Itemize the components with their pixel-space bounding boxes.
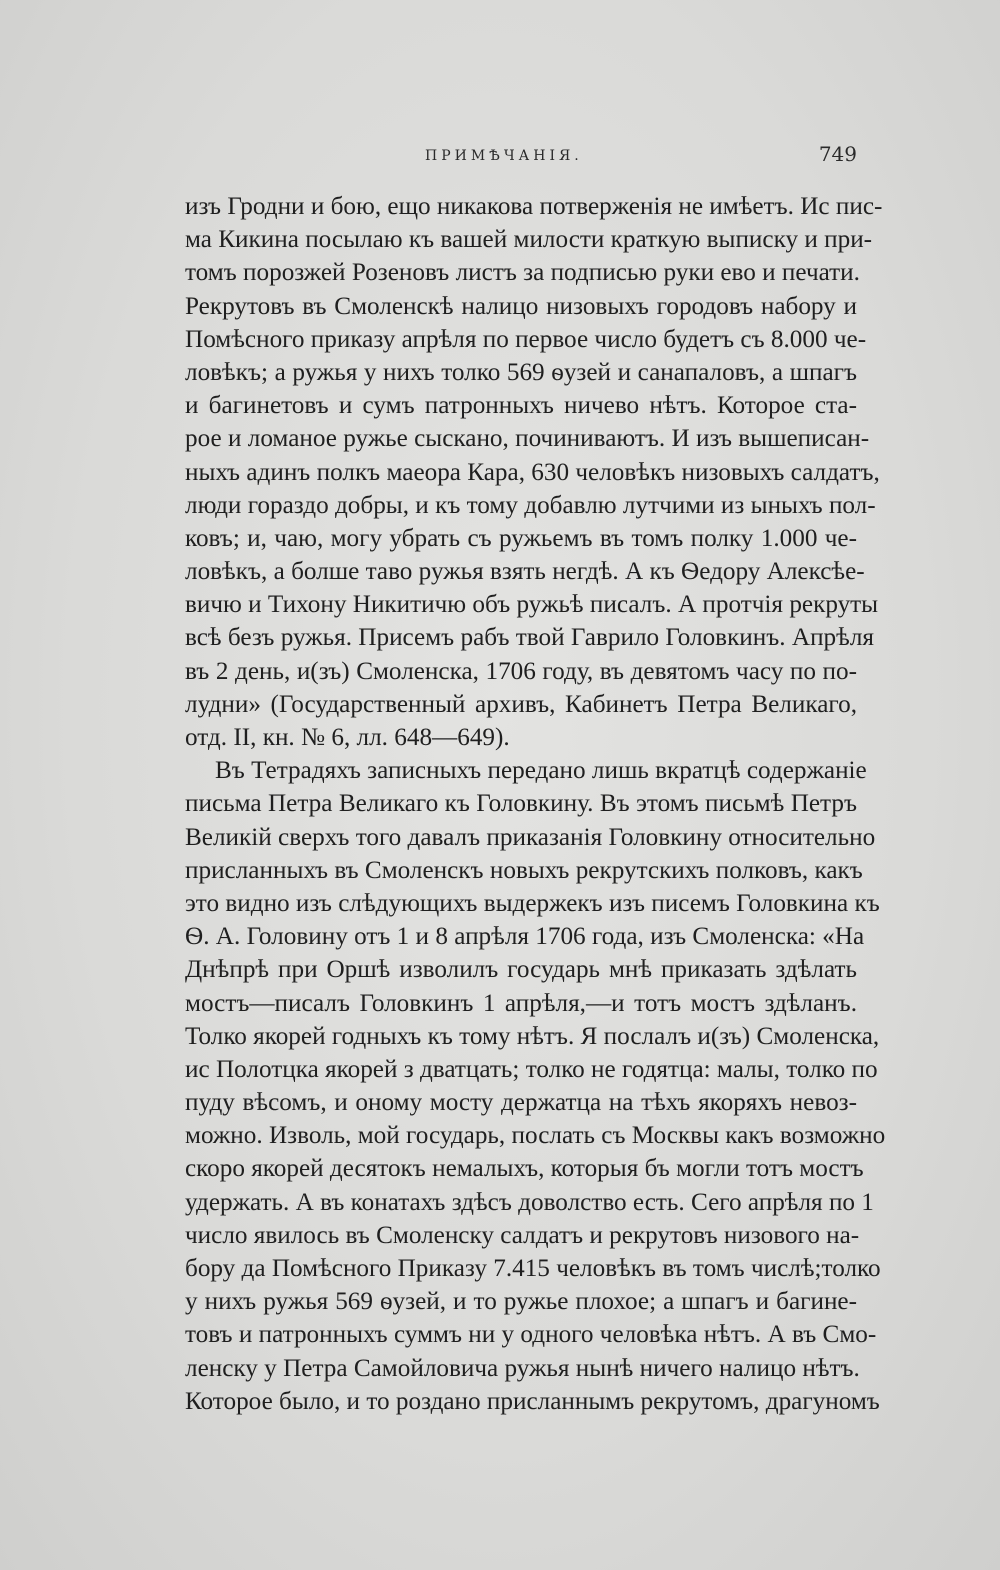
text-line: всѣ безъ ружья. Присемъ рабъ твой Гаврило Головкинъ. Апрѣля: [185, 624, 874, 652]
text-line: ленску у Петра Самойловича ружья нынѣ ничего налицо нѣтъ.: [185, 1354, 860, 1382]
text-line: пуду вѣсомъ, и оному мосту держатца на тѣхъ якоряхъ невоз-: [185, 1089, 857, 1117]
text-line: Въ Тетрадяхъ записныхъ передано лишь вкратцѣ содержаніе: [215, 757, 867, 785]
text-line: это видно изъ слѣдующихъ выдержекъ изъ писемъ Головкина къ: [185, 889, 880, 917]
text-line: присланныхъ въ Смоленскъ новыхъ рекрутскихъ полковъ, какъ: [185, 856, 863, 884]
body-text: [185, 190, 886, 1418]
text-line: Толко якорей годныхъ къ тому нѣтъ. Я послалъ и(зъ) Смоленска,: [185, 1022, 880, 1050]
text-line: товъ и патронныхъ суммъ ни у одного человѣка нѣтъ. А въ Смо-: [185, 1321, 877, 1349]
text-line: ма Кикина посылаю къ вашей милости краткую выписку и при-: [185, 226, 873, 254]
text-line: лудни» (Государственный архивъ, Кабинетъ Петра Великаго,: [185, 690, 857, 718]
text-line: бору да Помѣсного Приказу 7.415 человѣкъ въ томъ числѣ;толко: [185, 1255, 881, 1282]
text-line: Помѣсного приказу апрѣля по первое число будетъ съ 8.000 че-: [185, 325, 867, 353]
text-line: скоро якорей десятокъ немалыхъ, которыя бъ могли тотъ мостъ: [185, 1155, 864, 1183]
text-line: у нихъ ружья 569 ѳузей, и то ружье плохое; а шпагъ и багине-: [185, 1288, 857, 1316]
text-line: люди гораздо добры, и къ тому добавлю лутчими из ыныхъ пол-: [185, 491, 876, 519]
text-line: отд. II, кн. № 6, лл. 648—649).: [185, 724, 510, 751]
text-line: въ 2 день, и(зъ) Смоленска, 1706 году, въ девятомъ часу по по-: [185, 657, 857, 685]
page-header: [185, 140, 857, 170]
text-line: ловѣкъ, а болше таво ружья взять негдѣ. А къ Ѳедору Алексѣе-: [185, 558, 865, 586]
text-line: ковъ; и, чаю, могу убрать съ ружьемъ въ томъ полку 1.000 че-: [185, 524, 857, 552]
text-line: можно. Изволь, мой государь, послать съ Москвы какъ возможно: [185, 1122, 886, 1150]
text-line: ис Полотцка якорей з дватцать; толко не годятца: малы, толко по: [185, 1055, 878, 1083]
text-line: рое и ломаное ружье сыскано, починиваютъ. И изъ вышеписан-: [185, 425, 870, 453]
paragraph-2: [185, 754, 886, 1418]
text-line: Днѣпрѣ при Оршѣ изволилъ государь мнѣ приказать здѣлать: [185, 956, 857, 984]
text-line: вичю и Тихону Никитичю объ ружьѣ писалъ. А протчія рекруты: [185, 591, 879, 619]
text-line: ныхъ адинъ полкъ маеора Кара, 630 человѣкъ низовыхъ салдатъ,: [185, 458, 880, 486]
text-line: Рекрутовъ въ Смоленскѣ налицо низовыхъ городовъ набору и: [185, 292, 857, 320]
text-line: Великій сверхъ того давалъ приказанія Головкину относительно: [185, 823, 876, 851]
text-line: число явилось въ Смоленску салдатъ и рекрутовъ низового на-: [185, 1221, 860, 1249]
text-line: томъ порозжей Розеновъ листъ за подписью руки ево и печати.: [185, 259, 860, 287]
text-line: Которое было, и то роздано присланнымъ рекрутомъ, драгуномъ: [185, 1387, 880, 1415]
paragraph-1: [185, 190, 883, 754]
page-number: 749: [818, 142, 857, 166]
text-line: Ѳ. А. Головину отъ 1 и 8 апрѣля 1706 года, изъ Смоленска: «На: [185, 923, 865, 951]
text-line: удержать. А въ конатахъ здѣсъ доволство есть. Сего апрѣля по 1: [185, 1188, 874, 1216]
text-line: и багинетовъ и сумъ патронныхъ ничево нѣтъ. Которое ста-: [185, 392, 857, 420]
text-line: ловѣкъ; а ружья у нихъ толко 569 ѳузей и санапаловъ, а шпагъ: [185, 358, 857, 386]
text-line: письма Петра Великаго къ Головкину. Въ этомъ письмѣ Петръ: [185, 790, 857, 818]
text-line: мостъ—писалъ Головкинъ 1 апрѣля,—и тотъ мостъ здѣланъ.: [185, 989, 857, 1017]
text-line: изъ Гродни и бою, ещо никакова потверженія не имѣетъ. Ис пис-: [185, 193, 883, 220]
running-head: ПРИМѢЧАНІЯ.: [425, 148, 583, 164]
